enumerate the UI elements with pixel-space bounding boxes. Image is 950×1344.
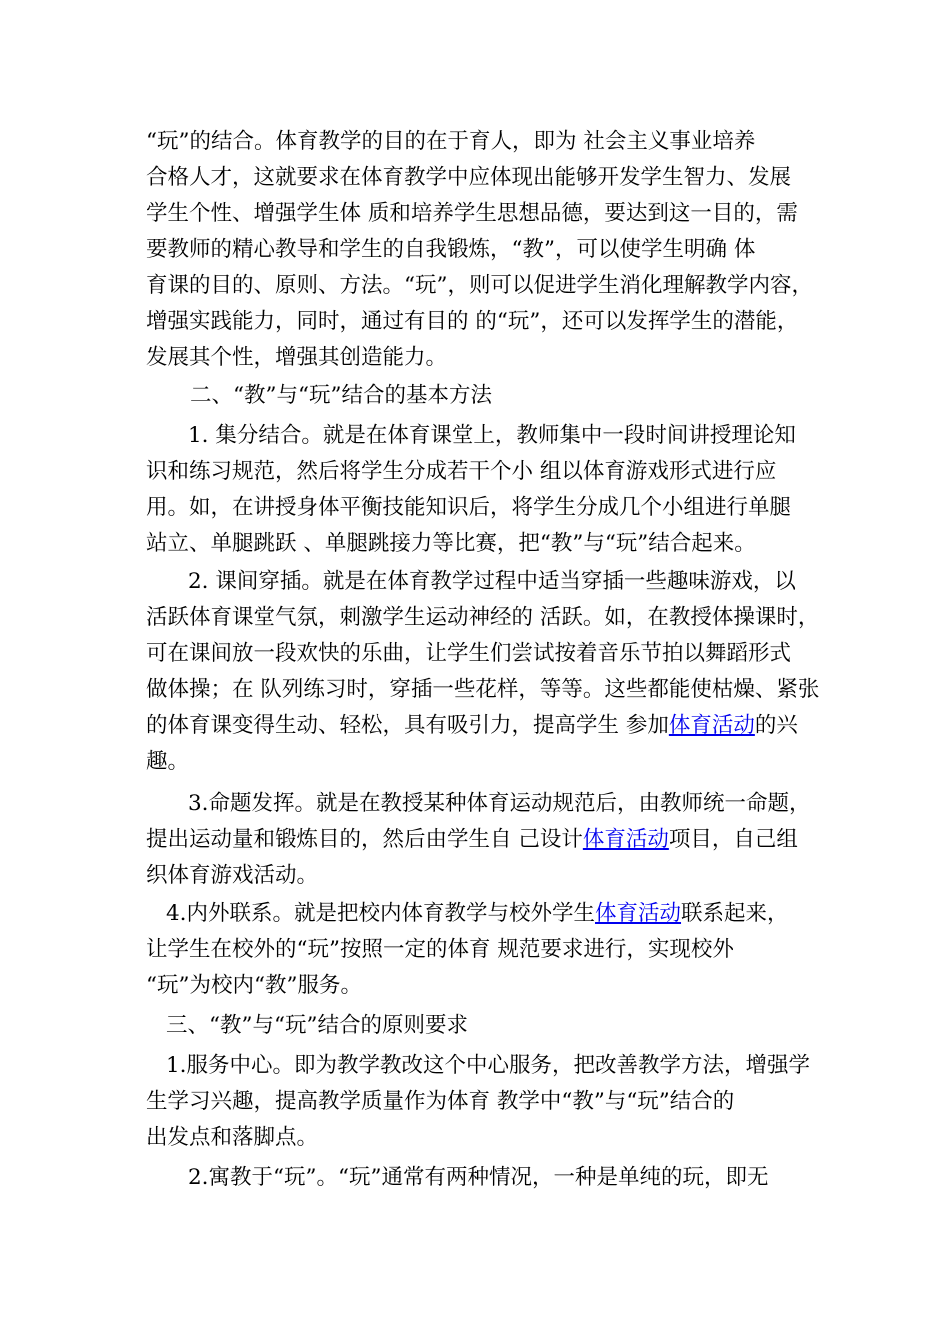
text-line: 1.服务中心。即为教学教改这个中心服务，把改善教学方法，增强学 [166,1053,811,1078]
text-line: 生学习兴趣，提高教学质量作为体育 教学中“教”与“玩”结合的 [146,1089,735,1114]
text-segment: 联系起来， [681,901,789,926]
text-line: 活跃体育课堂气氛，刺激学生运动神经的 活跃。如，在教授体操课时， [146,605,820,630]
text-line: 可在课间放一段欢快的乐曲，让学生们尝试按着音乐节拍以舞蹈形式 [146,641,792,666]
text-line: 增强实践能力，同时，通过有目的 的“玩”，还可以发挥学生的潜能， [146,309,799,334]
text-line: 织体育游戏活动。 [146,863,319,888]
text-segment: 4.内外联系。就是把校内体育教学与校外学生 [166,901,596,926]
text-line: “玩”为校内“教”服务。 [146,973,362,998]
text-line: 学生个性、增强学生体 质和培养学生思想品德，要达到这一目的，需 [146,201,798,226]
text-line: 合格人才，这就要求在体育教学中应体现出能够开发学生智力、发展 [146,165,792,190]
text-line: 要教师的精心教导和学生的自我锻炼，“教”，可以使学生明确 体 [146,237,756,262]
sports-activity-link[interactable]: 体育活动 [582,827,669,852]
text-line: 让学生在校外的“玩”按照一定的体育 规范要求进行，实现校外 [146,937,734,962]
section-heading: 二、“教”与“玩”结合的基本方法 [190,383,492,408]
text-line: 用。如，在讲授身体平衡技能知识后，将学生分成几个小组进行单腿 [146,495,792,520]
text-line: 做体操；在 队列练习时，穿插一些花样，等等。这些都能使枯燥、紧张 [146,677,820,702]
text-line [146,711,798,741]
text-line: 2.寓教于“玩”。“玩”通常有两种情况，一种是单纯的玩，即无 [188,1165,769,1190]
text-segment: 的体育课变得生动、轻松，具有吸引力，提高学生 参加 [146,713,669,738]
text-line: 2. 课间穿插。就是在体育教学过程中适当穿插一些趣味游戏，以 [188,569,796,594]
text-line: 出发点和落脚点。 [146,1125,319,1150]
text-line [146,825,798,855]
text-line: 站立、单腿跳跃 、单腿跳接力等比赛，把“教”与“玩”结合起来。 [146,531,756,556]
sports-activity-link[interactable]: 体育活动 [595,901,682,926]
text-line: “玩”的结合。体育教学的目的在于育人，即为 社会主义事业培养 [146,129,756,154]
text-line: 趣。 [146,749,190,774]
text-segment: 项目，自己组 [668,827,798,852]
text-line: 3.命题发挥。就是在教授某种体育运动规范后，由教师统一命题， [188,791,811,816]
text-line [166,899,789,929]
text-line: 发展其个性，增强其创造能力。 [146,345,448,370]
text-line: 1. 集分结合。就是在体育课堂上，教师集中一段时间讲授理论知 [188,423,796,448]
text-line: 识和练习规范，然后将学生分成若干个小 组以体育游戏形式进行应 [146,459,777,484]
text-segment: 提出运动量和锻炼目的，然后由学生自 己设计 [146,827,583,852]
section-heading: 三、“教”与“玩”结合的原则要求 [166,1013,468,1038]
sports-activity-link[interactable]: 体育活动 [668,713,755,738]
text-segment: 的兴 [754,713,798,738]
text-line: 育课的目的、原则、方法。“玩”，则可以促进学生消化理解教学内容， [146,273,813,298]
